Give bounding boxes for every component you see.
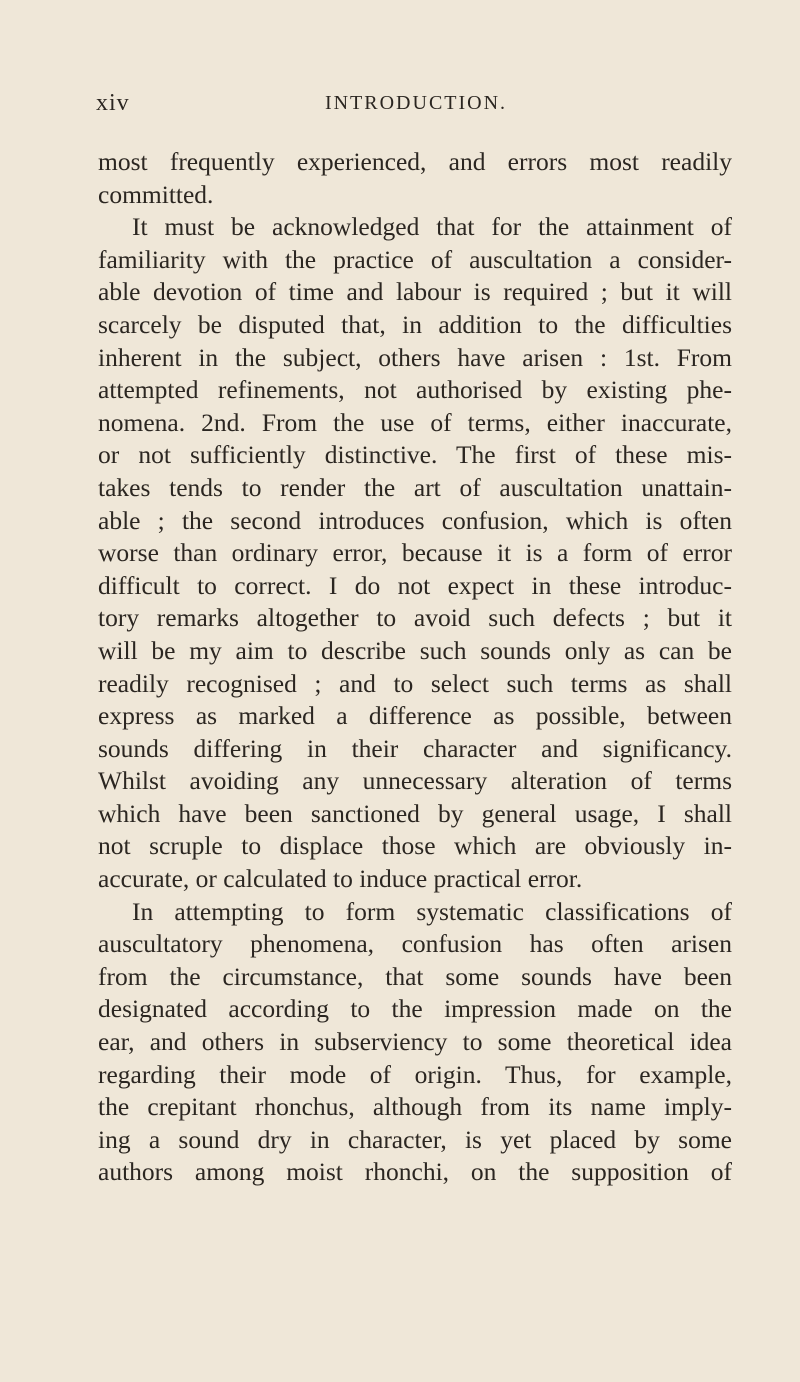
text-line: which have been sanctioned by general usage, I shall (98, 798, 732, 828)
text-line: authors among moist rhonchi, on the supposition of (98, 1157, 732, 1187)
text-line: inherent in the subject, others have arisen : 1st. From (98, 342, 732, 372)
text-line: or not sufficiently distinctive. The first of these mis- (98, 440, 732, 470)
text-line: able devotion of time and labour is required ; but it will (98, 277, 732, 307)
text-line: Whilst avoiding any unnecessary alteration of terms (98, 766, 732, 796)
text-line: auscultatory phenomena, confusion has often arisen (98, 929, 732, 959)
page-number: xiv (96, 90, 130, 116)
text-line: sounds differing in their character and significancy. (98, 733, 732, 763)
text-line: accurate, or calculated to induce practical error. (98, 864, 583, 894)
text-line: worse than ordinary error, because it is a form of error (98, 538, 732, 568)
text-line: scarcely be disputed that, in addition to the difficulties (98, 309, 732, 339)
text-line: able ; the second introduces confusion, which is often (98, 505, 732, 535)
text-line: attempted refinements, not authorised by existing phe- (98, 375, 732, 405)
text-line: express as marked a difference as possible, between (98, 701, 732, 731)
text-line: designated according to the impression made on the (98, 994, 732, 1024)
text-line: In attempting to form systematic classifications of (132, 896, 732, 926)
text-line: It must be acknowledged that for the attainment of (132, 212, 732, 242)
text-line: will be my aim to describe such sounds only as can be (98, 635, 732, 665)
running-head (96, 90, 736, 120)
text-line: not scruple to displace those which are obviously in- (98, 831, 732, 861)
text-line: nomena. 2nd. From the use of terms, either inaccurate, (98, 407, 732, 437)
text-line: takes tends to render the art of auscultation unattain- (98, 472, 732, 502)
text-line: ear, and others in subserviency to some theoretical idea (98, 1027, 732, 1057)
text-line: from the circumstance, that some sounds have been (98, 961, 732, 991)
text-line: familiarity with the practice of auscultation a consider- (98, 244, 732, 274)
text-line: most frequently experienced, and errors most readily (98, 147, 732, 176)
text-line: tory remarks altogether to avoid such defects ; but it (98, 603, 732, 633)
text-line: readily recognised ; and to select such terms as shall (98, 668, 732, 698)
text-line: difficult to correct. I do not expect in these introduc- (98, 570, 732, 600)
body-text (98, 146, 732, 1189)
running-title: INTRODUCTION. (324, 92, 508, 114)
text-line: committed. (98, 179, 214, 209)
text-line: regarding their mode of origin. Thus, for example, (98, 1059, 732, 1089)
text-line: the crepitant rhonchus, although from its name imply- (98, 1092, 732, 1122)
text-line: ing a sound dry in character, is yet placed by some (98, 1124, 732, 1154)
